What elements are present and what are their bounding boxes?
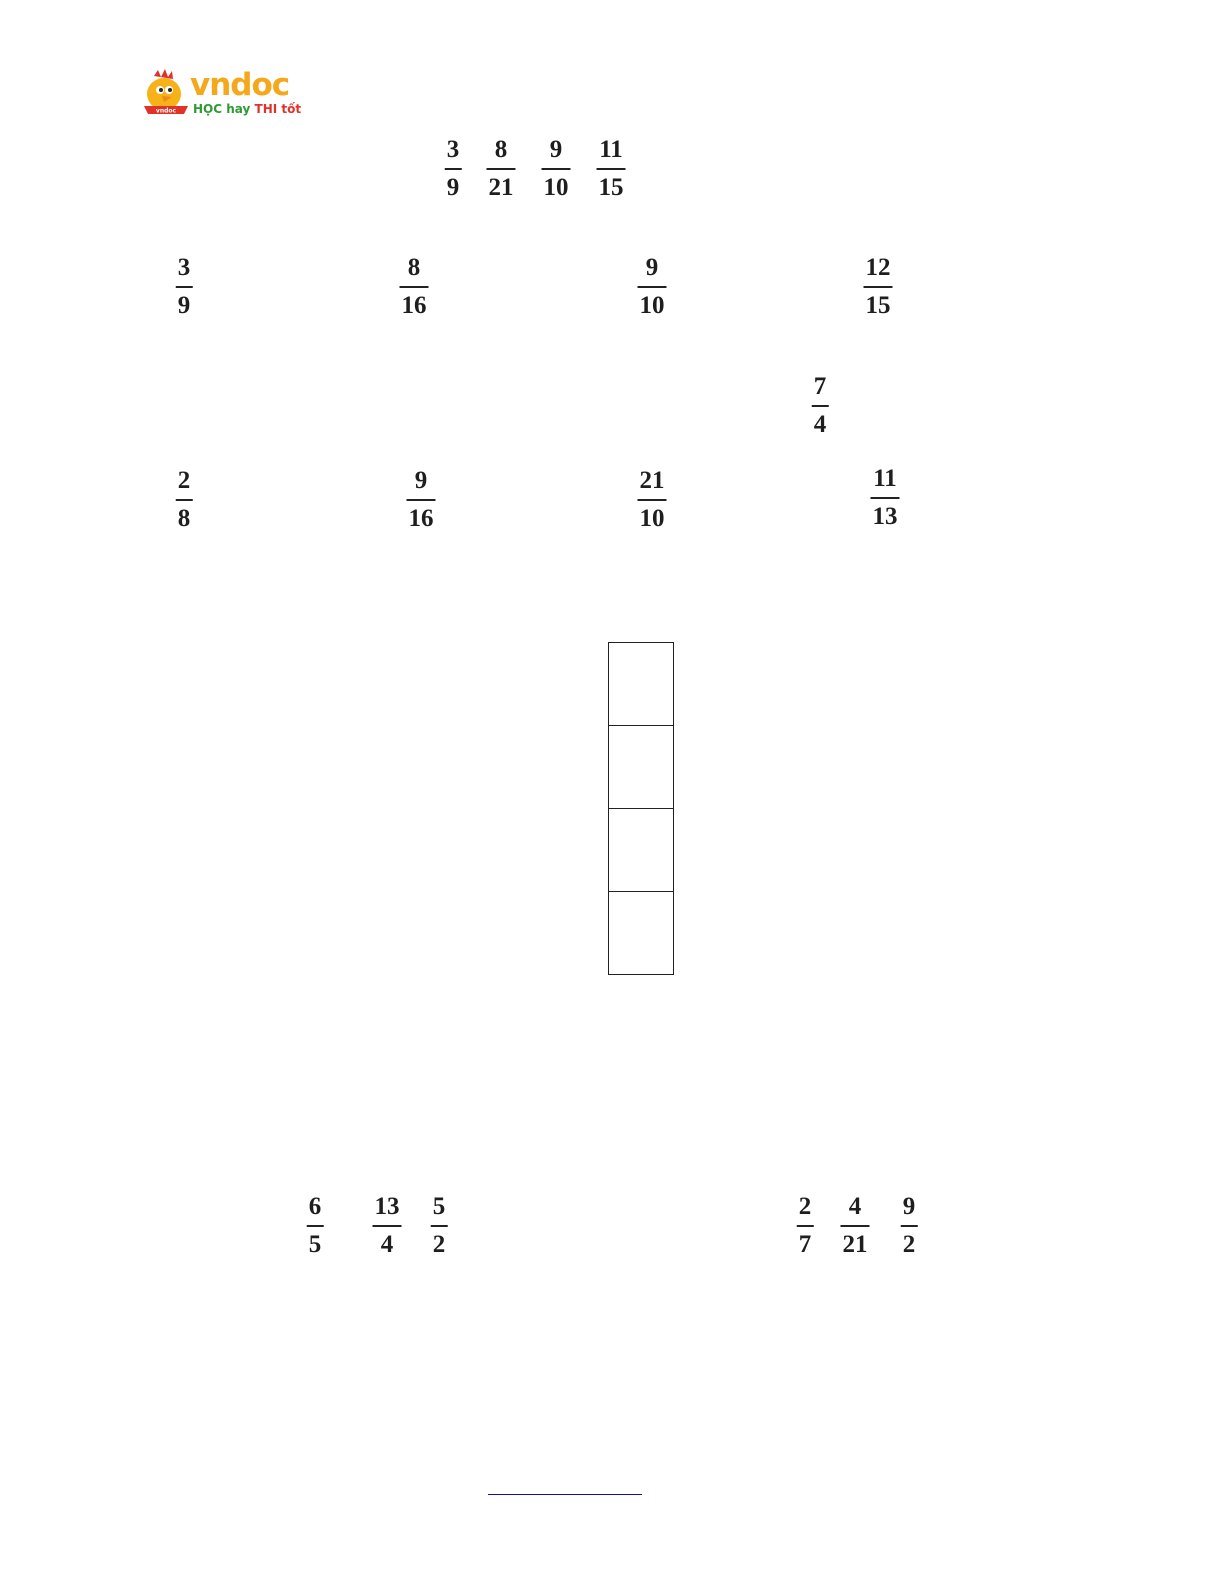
fraction-row5-right-1 [797, 1192, 814, 1260]
fraction-row4-4 [871, 464, 900, 532]
strip-cell [609, 809, 673, 892]
numerator: 4 [848, 1193, 862, 1220]
fraction-row5-left-1 [307, 1192, 324, 1260]
fraction-row4-3 [638, 466, 667, 534]
denominator: 5 [308, 1231, 322, 1258]
denominator: 10 [543, 174, 569, 201]
fraction-row5-right-2 [841, 1192, 870, 1260]
numerator: 8 [407, 254, 421, 281]
chicken-mascot-icon [140, 68, 192, 118]
logo-tagline [193, 102, 301, 116]
denominator: 2 [432, 1231, 446, 1258]
tagline-learn: HỌC hay [193, 102, 251, 116]
numerator: 11 [599, 136, 623, 163]
fraction-row4-2 [407, 466, 436, 534]
fraction-row1-1 [445, 135, 462, 203]
fraction-strip-diagram [608, 642, 674, 975]
fraction-row1-4 [597, 135, 626, 203]
numerator: 5 [432, 1193, 446, 1220]
fraction-row2-4 [864, 253, 893, 321]
strip-cell [609, 726, 673, 809]
denominator: 16 [401, 292, 427, 319]
denominator: 2 [902, 1231, 916, 1258]
denominator: 21 [488, 174, 514, 201]
numerator: 2 [798, 1193, 812, 1220]
numerator: 21 [639, 467, 665, 494]
strip-cell [609, 892, 673, 974]
denominator: 8 [177, 505, 191, 532]
fraction-row2-3 [638, 253, 667, 321]
fraction-row2-2 [400, 253, 429, 321]
denominator: 9 [446, 174, 460, 201]
tagline-test: THI tốt [254, 102, 302, 116]
vndoc-logo[interactable] [140, 68, 300, 120]
numerator: 3 [446, 136, 460, 163]
strip-cell [609, 643, 673, 726]
fraction-row1-2 [487, 135, 516, 203]
fraction-row3-1 [812, 372, 829, 440]
fraction-row5-left-2 [373, 1192, 402, 1260]
fraction-row5-left-3 [431, 1192, 448, 1260]
numerator: 3 [177, 254, 191, 281]
denominator: 15 [865, 292, 891, 319]
numerator: 6 [308, 1193, 322, 1220]
footer-link[interactable] [488, 1472, 642, 1495]
denominator: 16 [408, 505, 434, 532]
denominator: 9 [177, 292, 191, 319]
numerator: 12 [865, 254, 891, 281]
numerator: 13 [374, 1193, 400, 1220]
svg-text:vndoc: vndoc [155, 107, 177, 115]
numerator: 7 [813, 373, 827, 400]
denominator: 21 [842, 1231, 868, 1258]
denominator: 15 [598, 174, 624, 201]
denominator: 4 [380, 1231, 394, 1258]
numerator: 9 [645, 254, 659, 281]
numerator: 9 [549, 136, 563, 163]
numerator: 8 [494, 136, 508, 163]
fraction-row1-3 [542, 135, 571, 203]
numerator: 2 [177, 467, 191, 494]
numerator: 9 [414, 467, 428, 494]
fraction-row4-1 [176, 466, 193, 534]
denominator: 4 [813, 411, 827, 438]
fraction-row2-1 [176, 253, 193, 321]
denominator: 10 [639, 292, 665, 319]
numerator: 9 [902, 1193, 916, 1220]
numerator: 11 [873, 465, 897, 492]
fraction-row5-right-3 [901, 1192, 918, 1260]
denominator: 7 [798, 1231, 812, 1258]
denominator: 13 [872, 503, 898, 530]
logo-wordmark: vndoc [190, 67, 290, 103]
denominator: 10 [639, 505, 665, 532]
